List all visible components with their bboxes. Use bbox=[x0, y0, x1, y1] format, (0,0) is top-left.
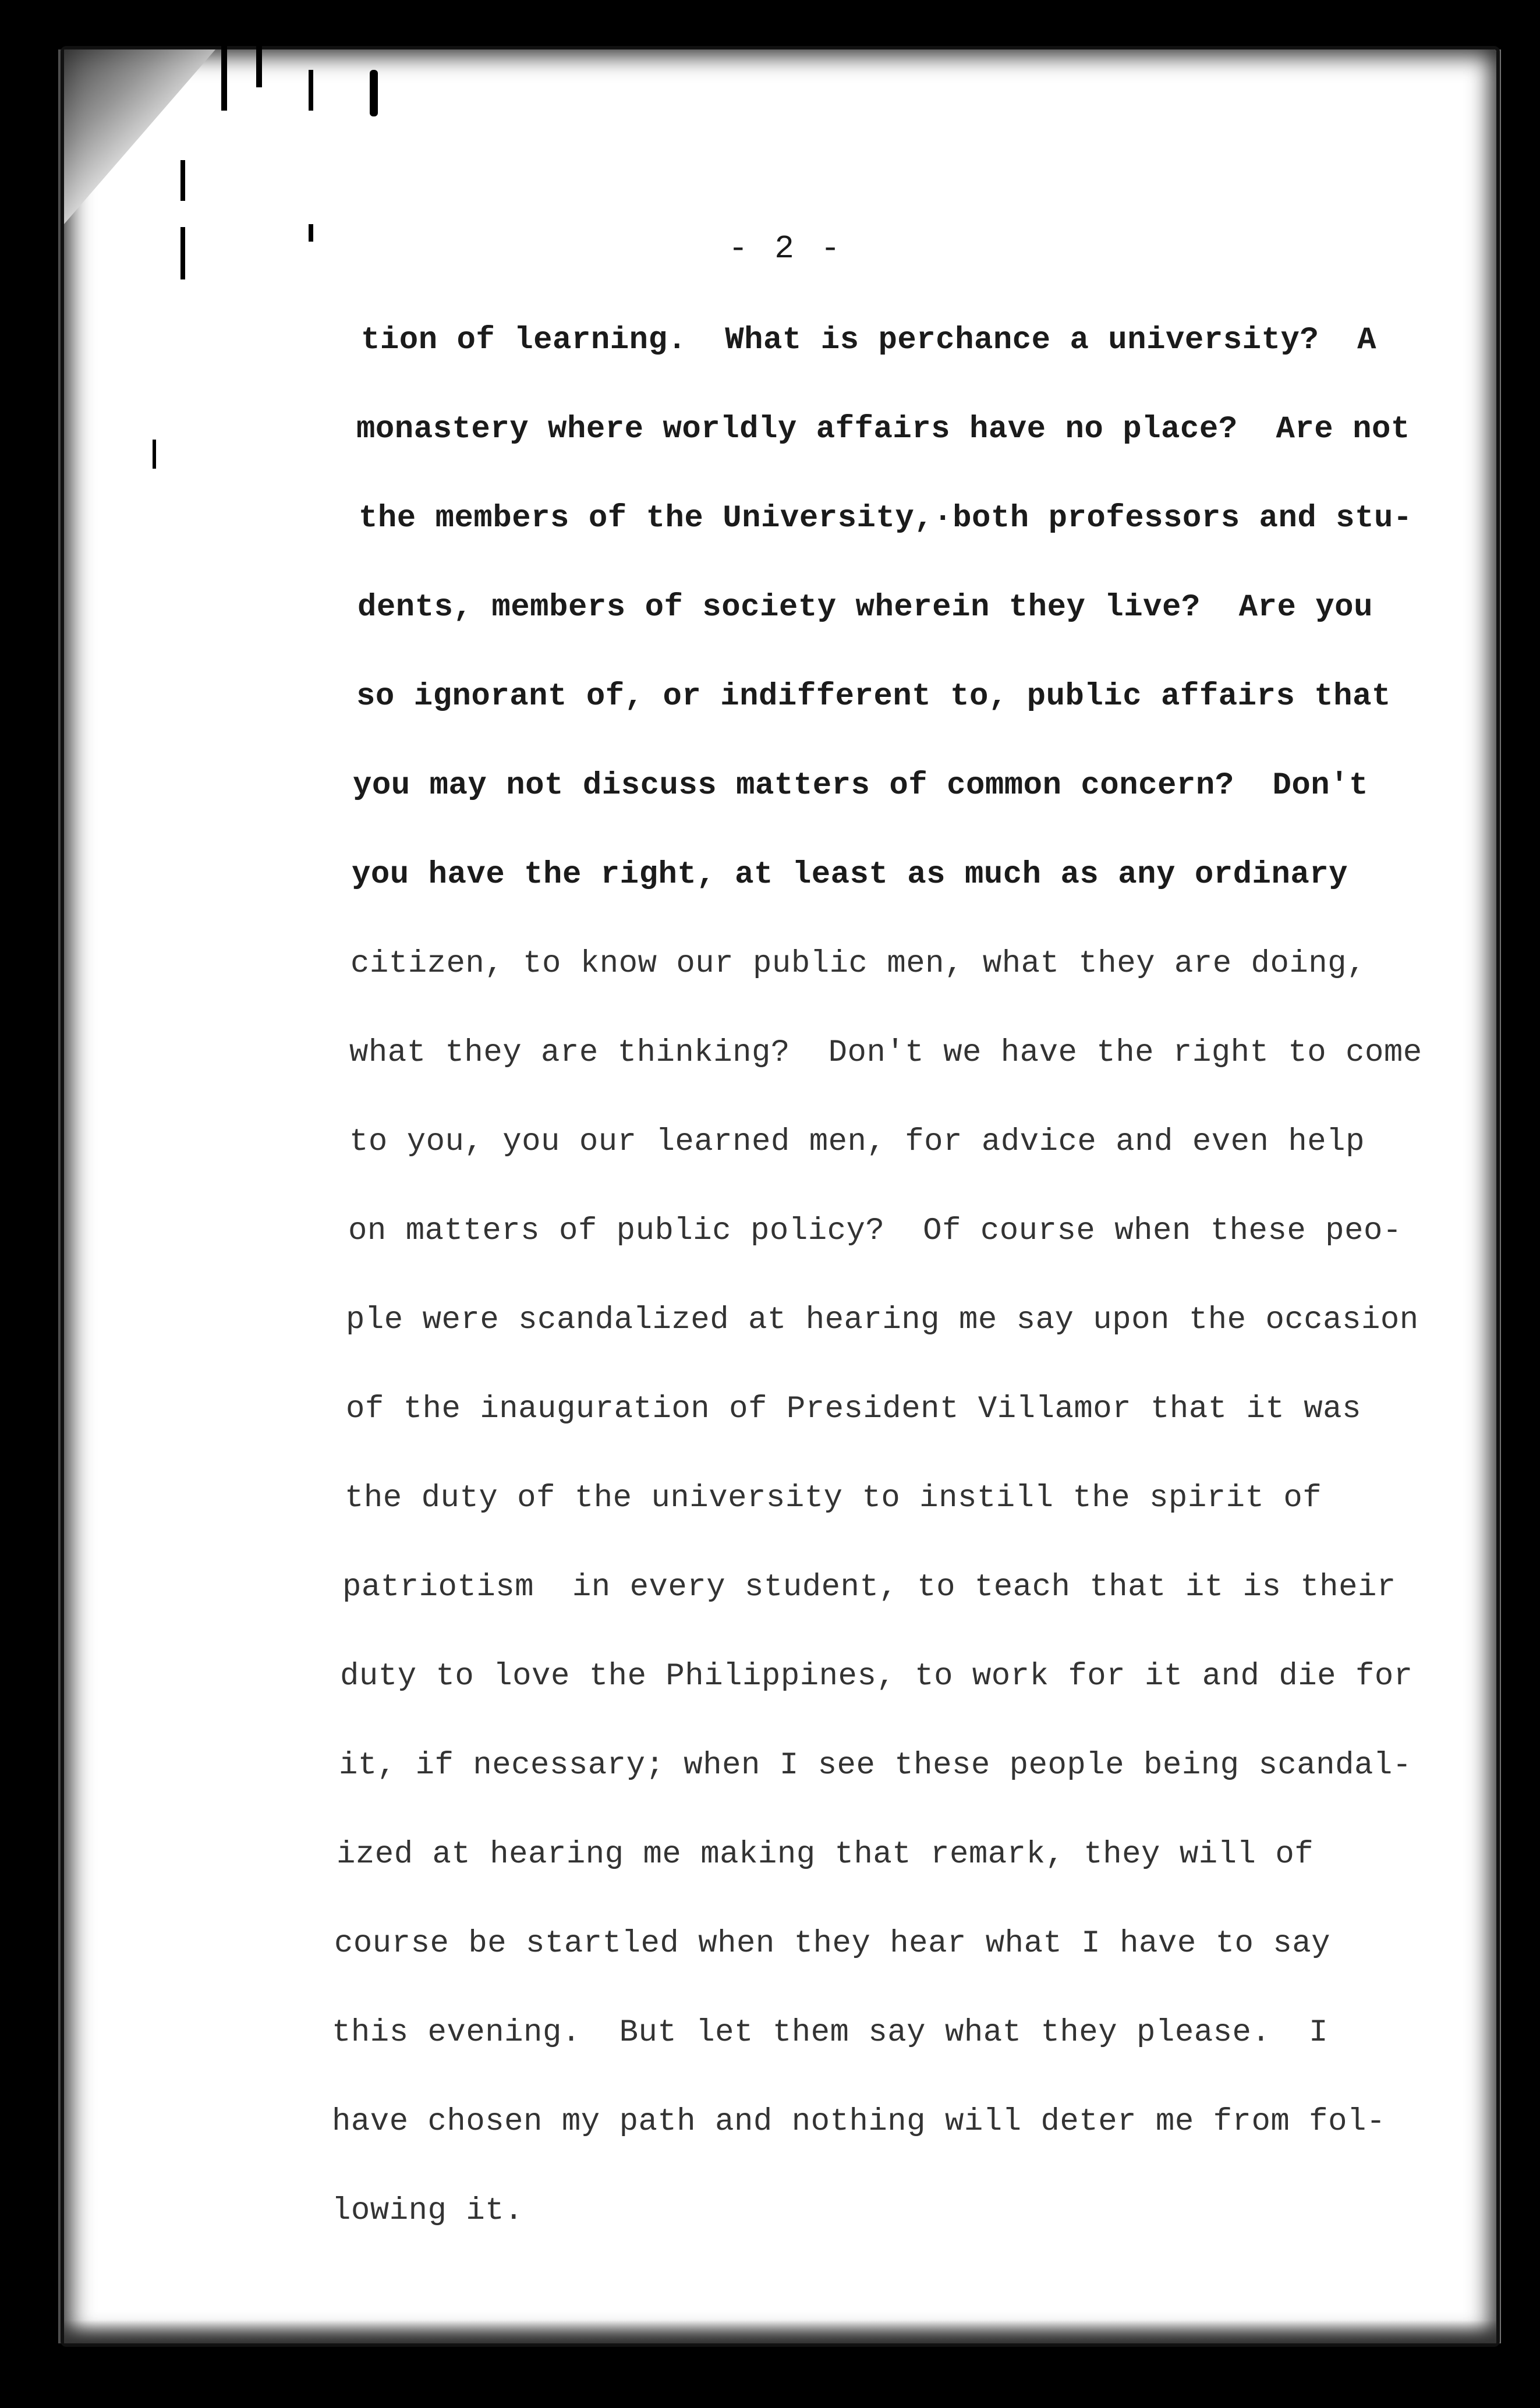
text-line: lowing it. bbox=[332, 2193, 524, 2229]
text-line: have chosen my path and nothing will deter me from fol- bbox=[332, 2104, 1386, 2140]
bottom-edge-shadow bbox=[64, 2320, 1496, 2343]
speck-mark bbox=[180, 227, 185, 279]
speck-mark bbox=[370, 70, 378, 116]
speck-mark bbox=[256, 41, 262, 87]
speck-mark bbox=[180, 160, 185, 201]
speck-mark bbox=[309, 224, 313, 242]
text-line: tion of learning. What is perchance a university? A bbox=[361, 323, 1376, 358]
text-line: the duty of the university to instill the spirit of bbox=[345, 1481, 1322, 1516]
text-line: so ignorant of, or indifferent to, public affairs that bbox=[356, 679, 1391, 714]
text-line: ple were scandalized at hearing me say upon the occasion bbox=[346, 1302, 1419, 1338]
text-line: monastery where worldly affairs have no place? Are not bbox=[356, 412, 1410, 447]
speck-mark bbox=[221, 41, 227, 111]
text-line: ized at hearing me making that remark, they will of bbox=[337, 1837, 1314, 1872]
text-line: you have the right, at least as much as any ordinary bbox=[352, 857, 1348, 893]
text-line: of the inauguration of President Villamor that it was bbox=[346, 1391, 1361, 1427]
text-line: duty to love the Philippines, to work for it and die for bbox=[340, 1659, 1413, 1694]
text-line: the members of the University,·both professors and stu- bbox=[359, 501, 1412, 536]
text-line: dents, members of society wherein they live? Are you bbox=[357, 590, 1373, 625]
speck-mark bbox=[309, 70, 313, 111]
text-line: you may not discuss matters of common concern? Don't bbox=[353, 768, 1368, 803]
text-line: this evening. But let them say what they please. I bbox=[332, 2015, 1329, 2051]
text-line: patriotism in every student, to teach that it is their bbox=[342, 1570, 1396, 1605]
typed-paragraph bbox=[332, 314, 1422, 2274]
text-line: citizen, to know our public men, what they are doing, bbox=[351, 946, 1366, 982]
text-line: on matters of public policy? Of course when these peo- bbox=[348, 1213, 1402, 1249]
text-line: course be startled when they hear what I have to say bbox=[334, 1926, 1331, 1961]
page-number: - 2 - bbox=[728, 230, 844, 267]
text-line: what they are thinking? Don't we have the right to come bbox=[349, 1035, 1422, 1071]
speck-mark bbox=[153, 440, 156, 469]
text-line: it, if necessary; when I see these people being scandal- bbox=[339, 1748, 1412, 1783]
text-line: to you, you our learned men, for advice and even help bbox=[349, 1124, 1365, 1160]
